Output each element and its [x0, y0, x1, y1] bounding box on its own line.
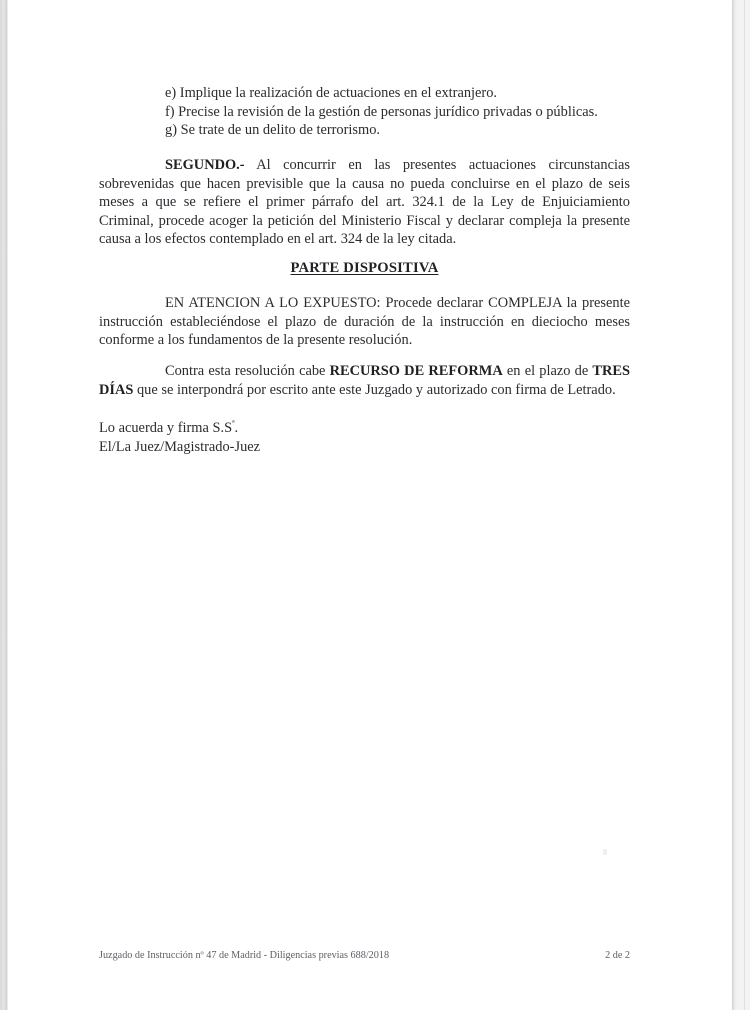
closing-acuerda-suffix: . [234, 420, 239, 436]
footer-page-number: 2 de 2 [605, 950, 630, 961]
closing-line-acuerda [99, 419, 630, 438]
page-footer [99, 950, 630, 961]
recurso-middle: en el plazo de [502, 363, 593, 379]
en-atencion-body: EN ATENCION A LO EXPUESTO: Procede declarar COMPLEJA la presente instrucción estableciéndose el plazo de duración de la instrucción en dieciocho meses conforme a los fundamentos de la presente resolución. [99, 295, 630, 349]
heading-parte-dispositiva-text: PARTE DISPOSITIVA [290, 260, 439, 276]
page-left-edge-shadow [0, 0, 7, 1010]
paragraph-segundo [99, 156, 630, 249]
recurso-lead: Contra esta resolución cabe [165, 363, 330, 379]
recurso-de-reforma-emphasis: RECURSO DE REFORMA [329, 363, 503, 379]
lettered-list [165, 84, 630, 140]
segundo-label: SEGUNDO.- [165, 157, 245, 173]
closing-line-signature: El/La Juez/Magistrado-Juez [99, 438, 261, 455]
document-page [8, 0, 732, 1010]
paragraph-recurso [99, 362, 630, 399]
list-item-e: e) Implique la realización de actuaciones en el extranjero. [165, 85, 498, 101]
page-right-hairline [744, 0, 745, 1010]
paragraph-en-atencion [99, 294, 630, 350]
closing-acuerda-prefix: Lo acuerda y firma S.S [99, 420, 233, 436]
closing-block [99, 419, 630, 456]
recurso-tail: que se interpondrá por escrito ante este Juzgado y autorizado con firma de Letrado. [133, 381, 616, 398]
scan-artifact-speck [603, 849, 607, 855]
footer-court-reference: Juzgado de Instrucción nº 47 de Madrid - Diligencias previas 688/2018 [99, 950, 390, 961]
list-item-g: g) Se trate de un delito de terrorismo. [165, 122, 380, 139]
tres-dias-emphasis: TRES DÍAS [99, 363, 630, 398]
list-item-f: f) Precise la revisión de la gestión de personas jurídico privadas o públicas. [165, 103, 598, 120]
heading-parte-dispositiva [99, 260, 630, 277]
segundo-body: Al concurrir en las presentes actuaciones circunstancias sobrevenidas que hacen previsible que la causa no pueda concluirse en el plazo de seis meses a que se refiere el primer párrafo del art. 324.1 de la Ley de Enjuiciamiento Criminal, procede acoger la petición del Ministerio Fiscal y declarar compleja la presente causa a los efectos contemplado en el art. 324 de la ley citada. [99, 157, 630, 248]
closing-acuerda-ordinal: ª [232, 418, 235, 429]
